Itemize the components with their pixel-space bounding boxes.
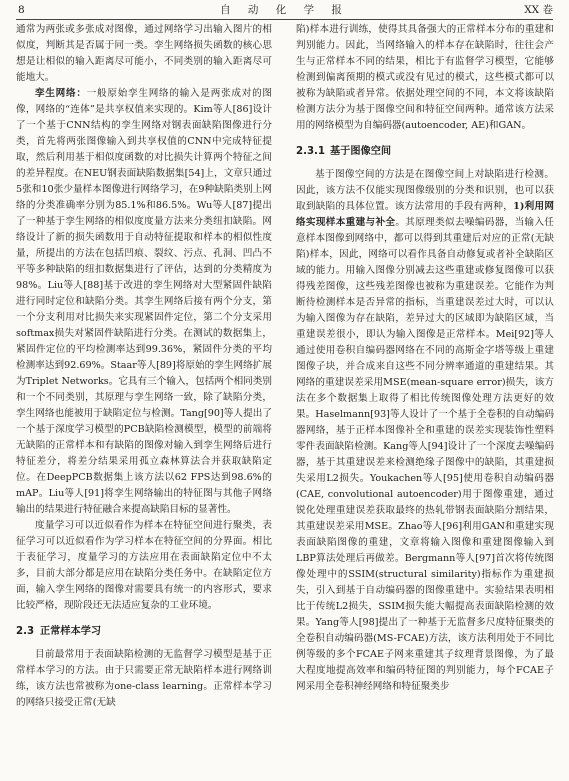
subsection-title: 基于图像空间 <box>330 146 392 157</box>
term-siamese: 孪生网络： <box>35 88 87 99</box>
paragraph-image-space <box>296 167 554 695</box>
section-title: 正常样本学习 <box>40 626 102 637</box>
method-one-heading: 1)利用网络实现样本重建与补全 <box>296 201 554 228</box>
paragraph-siamese <box>16 86 272 518</box>
paragraph-intro: 基于图像空间的方法是在图像空间上对缺陷进行检测。因此，该方法不仅能实现图像级别的分类和识别，也可以获取到缺陷的具体位置。该方法常用的手段有两种， <box>296 169 554 212</box>
subsection-heading <box>296 145 554 159</box>
paragraph: 度量学习可以近似看作为样本在特征空间进行聚类，表征学习可以近似看作为学习样本在特征空间的分界面。相比于表征学习，度量学习的方法应用在表面缺陷定位中不太多，目前大部分都是应用在缺陷分类任务中。在缺陷定位方面，输入孪生网络的图像对需要具有统一的内容形式，要求比较严格，现阶段还无法适应复杂的工业环境。 <box>16 520 272 611</box>
paragraph-body: 。其原理类似去噪编码器，当输入任意样本图像到网络中，都可以得到其重建后对应的正常(无缺陷)样本，因此，网络可以看作具备自动修复或者补全缺陷区域的能力。用输入图像分别减去这些重建或修复图像可以获得残差图像，这些残差图像也被称为重建误差。它能作为判断待检测样本是否异常的指标，当重建误差过大时，可以认为输入图像为存在缺陷，差异过大的区域即为缺陷区域，当重建误差很小，即认为输入图像是正常样本。Mei[92]等人通过使用卷积自编码器网络在不同的高斯金字塔等级上重建图像子块，并合成来自这些不同分辨率通道的重建结果。其网络的重建误差采用MSE(mean-square error)损失，该方法在多个数据集上取得了相比传统图像处理方法更好的效果。Haselmann[93]等人设计了一个基于全卷积的自动编码器网络，基于正样本图像补全和重建的误差实现装饰性塑料零件表面缺陷检测。Kang等人[94]设计了一个深度去噪编码器，基于其重建误差来检测绝缘子图像中的缺陷，其重建损失采用L2损失。Youkachen等人[95]使用卷积自动编码器(CAE, convolutional autoencoder)用于图像重建，通过锐化处理重建误差获取最终的热轧带钢表面缺陷分割结果，其重建误差采用MSE。Zhao等人[96]利用GAN和重建实现表面缺陷图像的重建，文章将输入图像和重建图像输入到LBP算法处理后再做差。Bergmann等人[97]首次将传统图像处理中的SSIM(structural similarity)指标作为重建损失，引入到基于自动编码器的图像重建中。实验结果表明相比于传统L2损失，SSIM损失能大幅提高表面缺陷检测的效果。Yang等人[98]提出了一种基于无监督多尺度特征聚类的全卷积自动编码器(MS-FCAE)方法，该方法利用处于不同比例等级的多个FCAE子网来重建其子纹理背景图像，为了最大程度地提高效率和编码特征图的判别能力，每个FCAE子网采用全卷积神经网络和特征聚类步 <box>296 217 554 692</box>
right-column <box>296 22 554 777</box>
left-column <box>16 22 272 777</box>
page-header <box>16 3 553 20</box>
page-number: 8 <box>18 4 25 16</box>
paragraph: 目前最常用于表面缺陷检测的无监督学习模型是基于正常样本学习的方法。由于只需要正常无缺陷样本进行网络训练，该方法也常被称为one-class learning。正常样本学习的网络只接受正常(无缺 <box>16 649 272 708</box>
paragraph: 陷)样本进行训练，使得其具备强大的正常样本分布的重建和判别能力。因此，当网络输入的样本存在缺陷时，往往会产生与正常样本不同的结果，相比于有监督学习模型，它能够检测到偏离预期的模式或没有见过的模式，这些模式都可以被称为缺陷或者异常。依据处理空间的不同，本文将该缺陷检测方法分为基于图像空间和特征空间两种。通常该方法采用的网络模型为自编码器(autoencoder, AE)和GAN。 <box>296 24 554 131</box>
section-number: 2.3 <box>16 626 35 637</box>
volume-label: XX 卷 <box>524 4 553 16</box>
section-heading <box>16 625 272 639</box>
subsection-number: 2.3.1 <box>296 146 326 157</box>
paragraph-body: 一般原始孪生网络的输入是两张成对的图像，网络的“连体”是共享权值来实现的。Kim等人[86]设计了一个基于CNN结构的孪生网络对钢表面缺陷图像进行分类，首先将两张图像输入到共享权值的CNN中完成特征提取，然后利用基于相似度函数的对比损失计算两个特征之间的差异程度。在NEU钢表面缺陷数据集[54]上，文章只通过5张和10张少量样本图像进行网络学习，在9种缺陷类别上网络的分类准确率分别为85.1%和86.5%。Wu等人[87]提出了一种基于孪生网络的相似度度量方法来分类纽扣缺陷。网络设计了新的损失函数用于自动特征提取和样本的相似性度量，所提出的方法在包括凹痕、裂纹、污点、孔洞、凹凸不平等多种缺陷的纽扣数据集进行了评估，达到的分类精度为98%。Liu等人[88]基于改进的孪生网络对大型紧固件缺陷进行同时定位和缺陷分类。其孪生网络后接有两个分支，第一个分支利用对比损失来实现紧固件定位，第二个分支采用softmax损失对紧固件缺陷进行分类。在测试的数据集上，紧固件定位的平均检测率达到99.36%，紧固件分类的平均检测率达到92.69%。Staar等人[89]将原始的孪生网络扩展为Triplet Networks。它具有三个输入，包括两个相同类别和一个不同类别，其原理与孪生网络一致，除了缺陷分类，孪生网络也能被用于缺陷定位与检测。Tang[90]等人提出了一个基于深度学习模型的PCB缺陷检测模型，模型的前端将无缺陷的正常样本和有缺陷的图像对输入到孪生网络后进行特征差分，将差分结果采用孤立森林算法合并获取缺陷定位。在DeepPCB数据集上该方法以62 FPS达到98.6%的mAP。Liu等人[91]将孪生网络输出的特征图与其他子网络输出的结果进行特征融合来提高缺陷目标的显著性。 <box>16 88 272 515</box>
paragraph: 通常为两张或多张成对图像，通过网络学习出输入图片的相似度，判断其是否属于同一类。孪生网络损失函数的核心思想是让相似的输入距离尽可能小，不同类别的输入距离尽可能地大。 <box>16 24 272 83</box>
journal-title: 自 动 化 学 报 <box>220 4 349 16</box>
